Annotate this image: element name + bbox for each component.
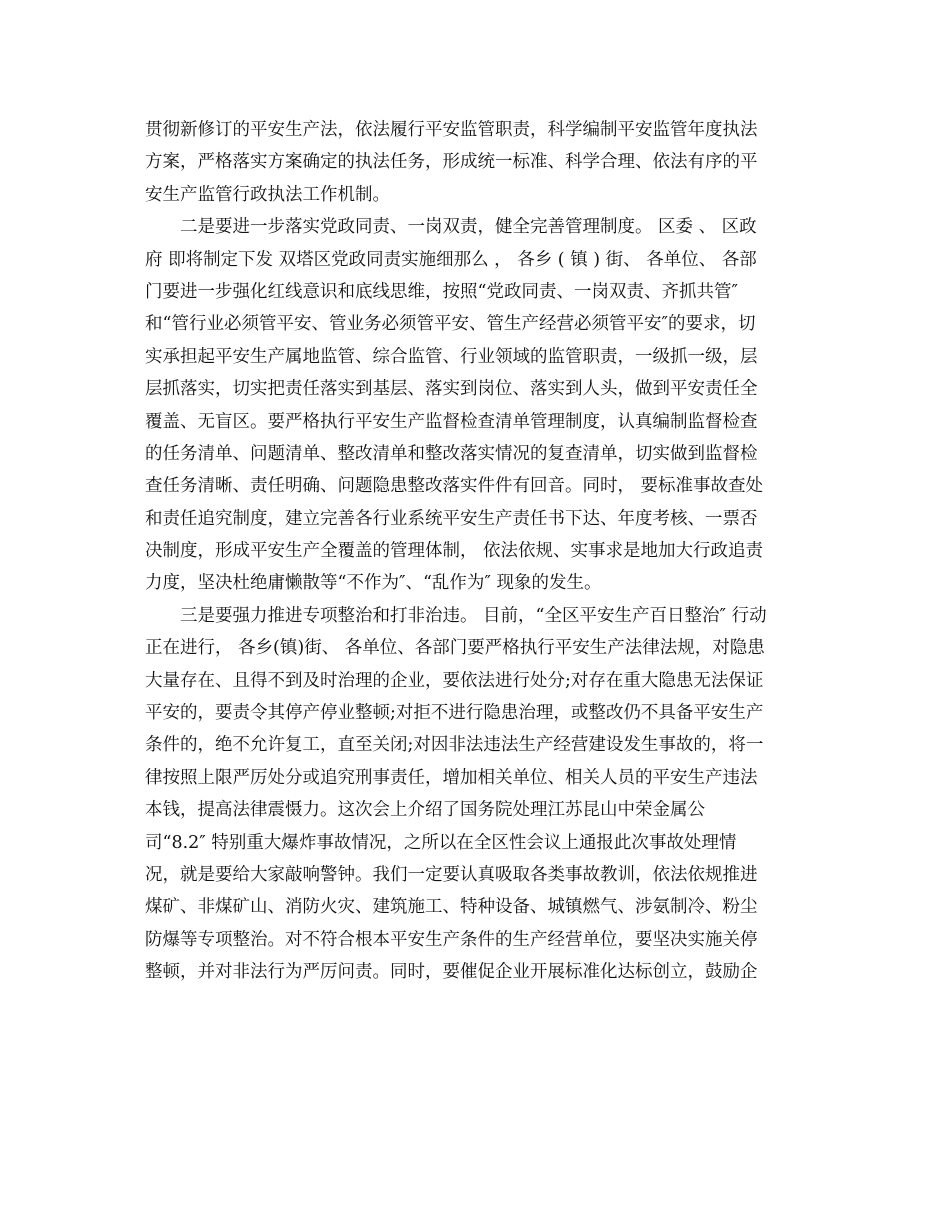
text-line: 二是要进一步落实党政同责、一岗双责，健全完善管理制度。 区委 、 区政 <box>145 217 757 238</box>
text-line: 防爆等专项整治。对不符合根本平安生产条件的生产经营单位，要坚决实施关停 <box>145 929 758 950</box>
text-line: 贯彻新修订的平安生产法，依法履行平安监管职责，科学编制平安监管年度执法 <box>145 120 758 140</box>
text-line: 的任务清单、问题清单、整改清单和整改落实情况的复查清单，切实做到监督检 <box>145 443 758 464</box>
text-line: 力度，坚决杜绝庸懒散等“不作为″、“乱作为″ 现象的发生。 <box>145 573 602 594</box>
text-line: 和责任追究制度，建立完善各行业系统平安生产责任书下达、年度考核、一票否 <box>145 508 758 529</box>
text-line: 实承担起平安生产属地监管、综合监管、行业领域的监管职责，一级抓一级，层 <box>145 346 758 367</box>
paragraph <box>145 211 813 600</box>
text-line: 律按照上限严厉处分或追究刑事责任，增加相关单位、相关人员的平安生产违法 <box>145 767 758 788</box>
text-line: 查任务清晰、责任明确、问题隐患整改落实件件有回音。同时， 要标准事故查处 <box>145 476 764 497</box>
text-line: 层抓落实，切实把责任落实到基层、落实到岗位、落实到人头，做到平安责任全 <box>145 379 758 400</box>
text-line: 门要进一步强化红线意识和底线思维，按照“党政同责、一岗双责、齐抓共管″ <box>145 281 738 302</box>
text-line: 平安的，要责令其停产停业整顿;对拒不进行隐患治理，或整改仍不具备平安生产 <box>145 703 764 724</box>
text-line: 煤矿、非煤矿山、消防火灾、建筑施工、特种设备、城镇燃气、涉氨制冷、粉尘 <box>145 897 758 918</box>
text-line: 决制度，形成平安生产全覆盖的管理体制， 依法依规、实事求是地加大行政追责 <box>145 541 764 562</box>
paragraph <box>145 600 813 989</box>
text-line: 府 即将制定下发 双塔区党政同责实施细那么 ， 各乡 ( 镇 ) 街、 各单位、 各部 <box>145 249 757 270</box>
text-line: 安生产监管行政执法工作机制。 <box>145 184 390 205</box>
text-line: 整顿，并对非法行为严厉问责。同时，要催促企业开展标准化达标创立，鼓励企 <box>145 962 758 983</box>
text-line: 方案，严格落实方案确定的执法任务，形成统一标准、科学合理、依法有序的平 <box>145 152 758 173</box>
paragraph <box>145 114 813 211</box>
text-line: 三是要强力推进专项整治和打非治违。 目前，“全区平安生产百日整治″ 行动 <box>145 605 767 626</box>
text-line: 况，就是要给大家敲响警钟。我们一定要认真吸取各类事故教训，依法依规推进 <box>145 864 758 885</box>
text-line: 和“管行业必须管平安、管业务必须管平安、管生产经营必须管平安″的要求，切 <box>145 314 756 335</box>
text-line: 大量存在、且得不到及时治理的企业，要依法进行处分;对存在重大隐患无法保证 <box>145 670 764 691</box>
text-line: 覆盖、无盲区。要严格执行平安生产监督检查清单管理制度，认真编制监督检查 <box>145 411 758 432</box>
text-line: 正在进行， 各乡(镇)街、 各单位、各部门要严格执行平安生产法律法规，对隐患 <box>145 638 765 659</box>
document-body <box>145 114 813 989</box>
text-line: 本钱，提高法律震慑力。这次会上介绍了国务院处理江苏昆山中荣金属公 <box>145 800 705 821</box>
text-line: 司“8.2″ 特别重大爆炸事故情况，之所以在全区性会议上通报此次事故处理情 <box>145 832 737 853</box>
text-line: 条件的，绝不允许复工，直至关闭;对因非法违法生产经营建设发生事故的，将一 <box>145 735 764 756</box>
